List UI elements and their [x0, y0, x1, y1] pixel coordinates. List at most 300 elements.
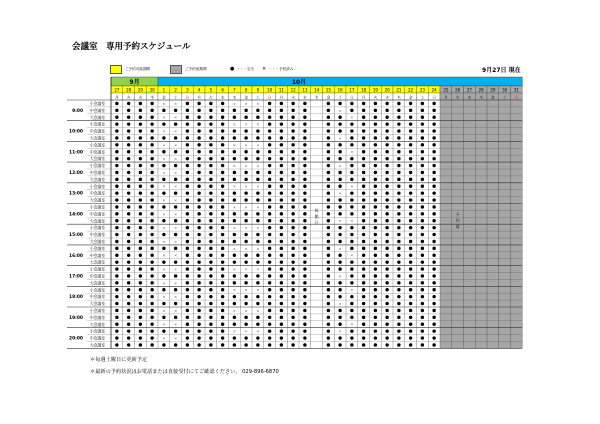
vacant-mark	[197, 178, 200, 181]
vacant-mark	[139, 129, 142, 132]
vacant-mark	[233, 212, 236, 215]
room-label: 中会議室	[89, 252, 105, 258]
booked-mark: ×	[174, 281, 178, 286]
vacant-mark	[280, 329, 283, 332]
booked-mark: ×	[174, 308, 178, 313]
vacant-mark	[233, 295, 236, 298]
weekday-label: 木	[150, 95, 154, 100]
vacant-mark	[127, 267, 130, 270]
vacant-mark	[233, 219, 236, 222]
vacant-mark	[115, 288, 118, 291]
vacant-mark	[385, 143, 388, 146]
vacant-mark	[268, 219, 271, 222]
vacant-mark	[397, 109, 400, 112]
booked-mark: ×	[232, 308, 236, 313]
vacant-mark	[268, 288, 271, 291]
booked-mark: ×	[162, 157, 166, 162]
vacant-mark	[268, 316, 271, 319]
vacant-mark	[291, 302, 294, 305]
vacant-mark	[268, 143, 271, 146]
vacant-mark	[385, 205, 388, 208]
vacant-mark	[421, 150, 424, 153]
vacant-mark	[115, 185, 118, 188]
vacant-mark	[162, 205, 165, 208]
vacant-mark	[397, 267, 400, 270]
vacant-mark	[268, 302, 271, 305]
vacant-mark	[432, 329, 435, 332]
vacant-mark	[268, 274, 271, 277]
vacant-mark	[374, 274, 377, 277]
booked-mark: ×	[256, 329, 260, 334]
vacant-mark	[221, 288, 224, 291]
vacant-mark	[291, 233, 294, 236]
day-label: 30	[502, 87, 508, 93]
vacant-mark	[409, 116, 412, 119]
vacant-mark	[197, 274, 200, 277]
vacant-mark	[115, 109, 118, 112]
vacant-mark	[209, 129, 212, 132]
vacant-mark	[362, 164, 365, 167]
vacant-mark	[362, 219, 365, 222]
vacant-mark	[280, 247, 283, 250]
vacant-mark	[421, 267, 424, 270]
vacant-mark	[374, 136, 377, 139]
vacant-mark	[209, 316, 212, 319]
vacant-mark	[303, 185, 306, 188]
vacant-mark	[127, 274, 130, 277]
vacant-mark	[197, 185, 200, 188]
vacant-mark	[150, 171, 153, 174]
vacant-mark	[291, 267, 294, 270]
vacant-mark	[303, 233, 306, 236]
booked-mark: ×	[232, 184, 236, 189]
vacant-mark	[139, 164, 142, 167]
vacant-mark	[350, 171, 353, 174]
vacant-mark	[186, 309, 189, 312]
vacant-mark	[432, 191, 435, 194]
booked-mark: ×	[174, 212, 178, 217]
weekday-label: 月	[197, 95, 201, 100]
vacant-mark	[362, 323, 365, 326]
vacant-mark	[385, 226, 388, 229]
vacant-mark	[209, 171, 212, 174]
vacant-mark	[115, 102, 118, 105]
vacant-mark	[421, 247, 424, 250]
vacant-mark	[362, 295, 365, 298]
vacant-mark	[150, 233, 153, 236]
vacant-mark	[421, 254, 424, 257]
vacant-mark	[350, 343, 353, 346]
vacant-mark	[233, 116, 236, 119]
vacant-mark	[197, 247, 200, 250]
vacant-mark	[150, 157, 153, 160]
vacant-mark	[291, 171, 294, 174]
vacant-mark	[291, 150, 294, 153]
vacant-mark	[291, 295, 294, 298]
vacant-mark	[174, 260, 177, 263]
vacant-mark	[327, 260, 330, 263]
vacant-mark	[374, 178, 377, 181]
booked-mark: ×	[350, 115, 354, 120]
vacant-mark	[268, 295, 271, 298]
booked-mark: ×	[338, 246, 342, 251]
vacant-mark	[327, 226, 330, 229]
vacant-mark	[280, 267, 283, 270]
vacant-mark	[221, 191, 224, 194]
vacant-mark	[421, 309, 424, 312]
vacant-mark	[409, 247, 412, 250]
vacant-mark	[350, 336, 353, 339]
day-label: 27	[114, 87, 120, 93]
vacant-mark	[127, 254, 130, 257]
room-label: 中会議室	[89, 190, 105, 196]
vacant-mark	[432, 343, 435, 346]
vacant-mark	[432, 288, 435, 291]
vacant-mark	[409, 302, 412, 305]
vacant-mark	[291, 191, 294, 194]
vacant-mark	[186, 116, 189, 119]
vacant-mark	[362, 316, 365, 319]
vacant-mark	[150, 226, 153, 229]
vacant-mark	[268, 329, 271, 332]
vacant-mark	[338, 316, 341, 319]
vacant-mark	[327, 295, 330, 298]
vacant-mark	[221, 150, 224, 153]
vacant-mark	[256, 240, 259, 243]
vacant-mark	[256, 157, 259, 160]
booked-mark: ×	[162, 253, 166, 258]
vacant-mark	[268, 116, 271, 119]
vacant-mark	[421, 157, 424, 160]
vacant-mark	[432, 116, 435, 119]
vacant-mark	[233, 198, 236, 201]
vacant-mark	[338, 198, 341, 201]
vacant-mark	[291, 136, 294, 139]
vacant-mark	[362, 233, 365, 236]
vacant-mark	[338, 281, 341, 284]
booked-mark: ×	[232, 329, 236, 334]
vacant-mark	[221, 178, 224, 181]
vacant-mark	[350, 164, 353, 167]
room-label: 大会議室	[89, 301, 105, 307]
vacant-mark	[186, 274, 189, 277]
weekday-label: 水	[138, 95, 143, 100]
day-label: 22	[408, 87, 414, 93]
day-label: 14	[314, 87, 320, 93]
room-label: 中会議室	[89, 149, 105, 155]
booked-mark: ×	[244, 122, 248, 127]
vacant-mark	[432, 260, 435, 263]
vacant-mark	[244, 116, 247, 119]
vacant-mark	[350, 143, 353, 146]
vacant-mark	[256, 191, 259, 194]
vacant-mark	[291, 205, 294, 208]
vacant-mark	[327, 205, 330, 208]
vacant-mark	[162, 191, 165, 194]
vacant-mark	[244, 302, 247, 305]
vacant-mark	[362, 143, 365, 146]
vacant-mark	[139, 343, 142, 346]
vacant-mark	[291, 157, 294, 160]
vacant-mark	[233, 343, 236, 346]
booked-mark: ×	[244, 164, 248, 168]
vacant-mark	[186, 247, 189, 250]
vacant-mark	[150, 185, 153, 188]
vacant-mark	[115, 150, 118, 153]
vacant-mark	[268, 191, 271, 194]
vacant-mark	[197, 219, 200, 222]
room-label: 中会議室	[89, 128, 105, 134]
vacant-mark	[139, 288, 142, 291]
vacant-mark	[209, 281, 212, 284]
booked-mark: ×	[232, 246, 236, 251]
vacant-mark	[432, 267, 435, 270]
legend-vacant-label: ・・・空き	[236, 66, 255, 71]
vacant-mark	[303, 136, 306, 139]
vacant-mark	[139, 171, 142, 174]
vacant-mark	[397, 116, 400, 119]
vacant-mark	[209, 109, 212, 112]
vacant-mark	[350, 191, 353, 194]
day-label: 24	[431, 87, 437, 93]
vacant-mark	[256, 274, 259, 277]
vacant-mark	[244, 219, 247, 222]
vacant-mark	[268, 171, 271, 174]
vacant-mark	[115, 212, 118, 215]
booked-mark: ×	[244, 101, 248, 106]
vacant-mark	[409, 267, 412, 270]
page-title: 会議室 専用予約スケジュール	[72, 42, 191, 52]
vacant-mark	[362, 254, 365, 257]
vacant-mark	[409, 219, 412, 222]
vacant-mark	[162, 178, 165, 181]
vacant-mark	[256, 260, 259, 263]
vacant-mark	[374, 247, 377, 250]
vacant-mark	[421, 240, 424, 243]
vacant-mark	[374, 171, 377, 174]
vacant-mark	[291, 164, 294, 167]
booked-mark: ×	[162, 115, 166, 120]
room-label: 中会議室	[89, 107, 105, 113]
vacant-mark	[385, 171, 388, 174]
booked-symbol: ×	[262, 66, 267, 72]
closed-label: 前	[455, 224, 460, 229]
vacant-mark	[374, 323, 377, 326]
booked-mark: ×	[232, 122, 236, 127]
day-label: 30	[149, 87, 155, 93]
time-label: 18:00	[69, 295, 83, 301]
vacant-mark	[338, 102, 341, 105]
vacant-mark	[385, 329, 388, 332]
vacant-mark	[362, 102, 365, 105]
booked-mark: ×	[338, 219, 342, 224]
vacant-mark	[174, 302, 177, 305]
vacant-mark	[291, 226, 294, 229]
vacant-mark	[350, 122, 353, 125]
vacant-mark	[174, 122, 177, 125]
vacant-mark	[374, 260, 377, 263]
weekday-label: 火	[126, 95, 131, 100]
vacant-mark	[162, 274, 165, 277]
vacant-mark	[280, 323, 283, 326]
vacant-mark	[221, 198, 224, 201]
booked-mark: ×	[174, 157, 178, 162]
vacant-mark	[397, 302, 400, 305]
vacant-mark	[115, 178, 118, 181]
vacant-mark	[197, 157, 200, 160]
vacant-mark	[150, 129, 153, 132]
vacant-mark	[421, 329, 424, 332]
booked-mark: ×	[244, 288, 248, 293]
vacant-mark	[303, 329, 306, 332]
vacant-mark	[280, 316, 283, 319]
vacant-mark	[244, 129, 247, 132]
vacant-mark	[115, 267, 118, 270]
vacant-mark	[221, 254, 224, 257]
vacant-mark	[162, 247, 165, 250]
room-label: 小会議室	[89, 142, 105, 148]
vacant-mark	[256, 109, 259, 112]
vacant-mark	[432, 247, 435, 250]
vacant-mark	[139, 329, 142, 332]
vacant-mark	[291, 336, 294, 339]
day-label: 6	[221, 87, 224, 93]
vacant-mark	[209, 323, 212, 326]
vacant-mark	[362, 191, 365, 194]
vacant-mark	[209, 260, 212, 263]
booked-mark: ×	[256, 308, 260, 313]
booked-mark: ×	[244, 205, 248, 210]
vacant-mark	[233, 191, 236, 194]
vacant-mark	[291, 254, 294, 257]
vacant-mark	[409, 178, 412, 181]
vacant-mark	[244, 316, 247, 319]
vacant-mark	[350, 274, 353, 277]
vacant-mark	[139, 178, 142, 181]
vacant-mark	[127, 129, 130, 132]
vacant-mark	[197, 254, 200, 257]
vacant-mark	[209, 164, 212, 167]
legend-closed-label: ご予約前期間	[185, 66, 207, 71]
room-label: 中会議室	[89, 273, 105, 279]
time-label: 11:00	[69, 150, 83, 156]
booked-mark: ×	[338, 136, 342, 141]
vacant-mark	[432, 323, 435, 326]
vacant-mark	[362, 343, 365, 346]
vacant-mark	[397, 233, 400, 236]
vacant-mark	[280, 191, 283, 194]
vacant-mark	[150, 212, 153, 215]
vacant-mark	[303, 274, 306, 277]
holiday-label: 日	[314, 220, 319, 225]
vacant-mark	[127, 205, 130, 208]
vacant-mark	[303, 129, 306, 132]
room-label: 中会議室	[89, 170, 105, 175]
booked-mark: ×	[244, 246, 248, 251]
vacant-mark	[350, 295, 353, 298]
vacant-mark	[150, 336, 153, 339]
booked-mark: ×	[162, 184, 166, 189]
booked-mark: ×	[174, 184, 178, 189]
vacant-mark	[233, 233, 236, 236]
vacant-mark	[256, 323, 259, 326]
vacant-mark	[421, 164, 424, 167]
vacant-mark	[409, 288, 412, 291]
vacant-mark	[256, 281, 259, 284]
vacant-mark	[421, 191, 424, 194]
vacant-mark	[432, 233, 435, 236]
vacant-mark	[362, 336, 365, 339]
vacant-mark	[174, 343, 177, 346]
vacant-mark	[421, 295, 424, 298]
vacant-mark	[303, 288, 306, 291]
room-label: 中会議室	[89, 335, 105, 341]
vacant-mark	[268, 336, 271, 339]
vacant-mark	[209, 329, 212, 332]
vacant-mark	[327, 219, 330, 222]
day-label: 27	[466, 87, 472, 93]
time-label: 9:00	[72, 108, 83, 114]
vacant-mark	[209, 212, 212, 215]
vacant-mark	[209, 191, 212, 194]
vacant-mark	[303, 109, 306, 112]
vacant-mark	[280, 240, 283, 243]
vacant-mark	[127, 178, 130, 181]
vacant-mark	[409, 198, 412, 201]
vacant-mark	[115, 205, 118, 208]
vacant-mark	[197, 226, 200, 229]
vacant-mark	[139, 136, 142, 139]
vacant-mark	[233, 323, 236, 326]
vacant-mark	[409, 109, 412, 112]
vacant-mark	[303, 191, 306, 194]
vacant-mark	[197, 171, 200, 174]
booked-mark: ×	[338, 302, 342, 306]
vacant-mark	[221, 109, 224, 112]
vacant-mark	[303, 309, 306, 312]
vacant-mark	[291, 129, 294, 132]
vacant-mark	[385, 109, 388, 112]
vacant-mark	[162, 122, 165, 125]
vacant-mark	[233, 178, 236, 181]
vacant-mark	[291, 143, 294, 146]
vacant-mark	[432, 143, 435, 146]
vacant-mark	[362, 240, 365, 243]
vacant-mark	[432, 212, 435, 215]
vacant-mark	[432, 136, 435, 139]
vacant-mark	[374, 343, 377, 346]
vacant-mark	[197, 343, 200, 346]
vacant-mark	[186, 295, 189, 298]
vacant-mark	[385, 267, 388, 270]
vacant-mark	[221, 281, 224, 284]
vacant-mark	[221, 164, 224, 167]
vacant-mark	[280, 219, 283, 222]
vacant-mark	[385, 116, 388, 119]
vacant-mark	[197, 281, 200, 284]
day-label: 23	[419, 87, 425, 93]
booked-mark: ×	[174, 239, 178, 244]
booked-mark: ×	[174, 322, 178, 327]
vacant-mark	[115, 323, 118, 326]
vacant-mark	[350, 198, 353, 201]
vacant-mark	[303, 116, 306, 119]
vacant-mark	[421, 212, 424, 215]
booked-mark: ×	[244, 329, 248, 334]
vacant-mark	[244, 157, 247, 160]
vacant-mark	[350, 178, 353, 181]
vacant-mark	[374, 254, 377, 257]
